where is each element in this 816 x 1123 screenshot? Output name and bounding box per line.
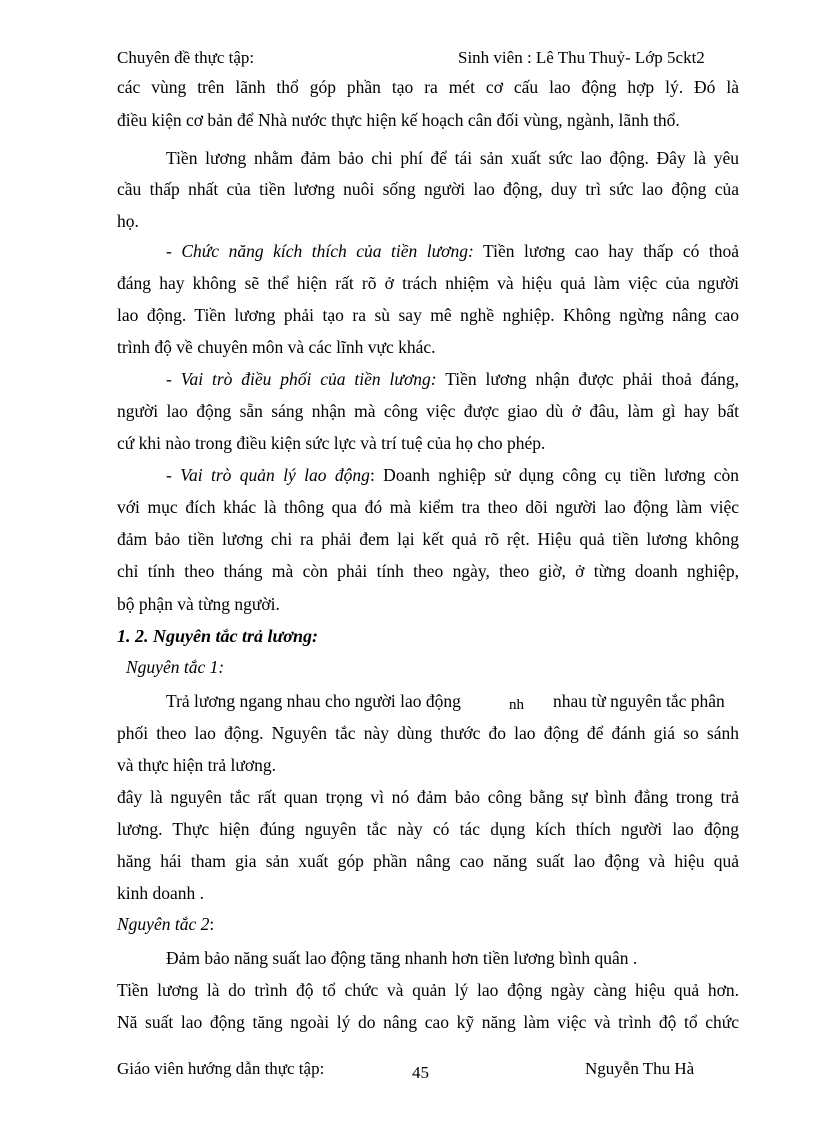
term-label: - Vai trò điều phối của tiền lương: [166, 369, 437, 389]
stray-text: nh [509, 697, 524, 713]
paragraph-line: họ. [117, 211, 139, 231]
paragraph-line: với mục đích khác là thông qua đó mà kiểm tra theo dõi người lao động làm việc [117, 497, 739, 517]
rule-2-label [117, 914, 214, 935]
paragraph-line: Đảm bảo năng suất lao động tăng nhanh hơn tiền lương bình quân . [166, 948, 638, 968]
term-label: - Chức năng kích thích của tiền lương: [166, 241, 474, 261]
paragraph-line: Tiền lương nhằm đảm bảo chi phí để tái sản xuất sức lao động. Đây là yêu [166, 148, 739, 168]
term-label: Vai trò quản lý lao động [180, 465, 370, 485]
rule-2-text: Nguyên tắc 2 [117, 914, 210, 934]
footer-left: Giáo viên hướng dẫn thực tập: [117, 1059, 325, 1078]
page-number: 45 [412, 1063, 429, 1082]
header-right: Sinh viên : Lê Thu Thuỷ- Lớp 5ckt2 [458, 48, 705, 67]
paragraph-line: trình độ về chuyên môn và các lĩnh vực khác. [117, 337, 436, 357]
paragraph-line: chỉ tính theo tháng mà còn phải tính theo ngày, theo giờ, ở từng doanh nghiệp, [117, 561, 739, 581]
paragraph-line: lương. Thực hiện đúng nguyên tắc này có tác dụng kích thích người lao động [117, 819, 739, 839]
line-text: : Doanh nghiệp sử dụng công cụ tiền lương còn [369, 465, 740, 485]
paragraph-line: nhau từ nguyên tắc phân [553, 691, 725, 711]
paragraph-line [166, 368, 739, 390]
paragraph-line: Nă suất lao động tăng ngoài lý do nâng cao kỹ năng làm việc và trình độ tổ chức [117, 1012, 739, 1032]
paragraph-line: các vùng trên lãnh thổ góp phần tạo ra mét cơ cấu lao động hợp lý. Đó là [117, 77, 739, 97]
paragraph-line: cứ khi nào trong điều kiện sức lực và trí tuệ của họ cho phép. [117, 433, 546, 453]
paragraph-line: đáng hay không sẽ thể hiện rất rõ ở trách nhiệm và hiệu quả làm việc của người [117, 273, 739, 293]
line-text: Tiền lương nhận được phải thoả đáng, [436, 369, 739, 389]
paragraph-line [166, 240, 739, 262]
footer-right: Nguyễn Thu Hà [585, 1059, 695, 1078]
paragraph-line [166, 464, 739, 486]
paragraph-line: lao động. Tiền lương phải tạo ra sù say mê nghề nghiệp. Không ngừng nâng cao [117, 305, 739, 325]
paragraph-line: điều kiện cơ bản để Nhà nước thực hiện kế hoạch cân đối vùng, ngành, lãnh thổ. [117, 110, 680, 130]
paragraph-line: phối theo lao động. Nguyên tắc này dùng thước đo lao động để đánh giá so sánh [117, 723, 739, 743]
paragraph-line: hăng hái tham gia sản xuất góp phần nâng cao năng suất lao động và hiệu quả [117, 851, 739, 871]
line-text: Tiền lương cao hay thấp có thoả [473, 241, 739, 261]
paragraph-line: cầu thấp nhất của tiền lương nuôi sống người lao động, duy trì sức lao động của [117, 179, 739, 199]
paragraph-line: người lao động sẵn sáng nhận mà công việc được giao dù ở đâu, làm gì hay bất [117, 401, 739, 421]
paragraph-line: đây là nguyên tắc rất quan trọng vì nó đảm bảo công bằng sự bình đẳng trong trả [117, 787, 739, 807]
rule-1-label: Nguyên tắc 1: [126, 657, 225, 677]
dash: - [166, 465, 181, 485]
paragraph-line: đảm bảo tiền lương chi ra phải đem lại kết quả rõ rệt. Hiệu quả tiền lương không [117, 529, 739, 549]
paragraph-line: Trả lương ngang nhau cho người lao động [166, 691, 461, 711]
header-left: Chuyên đề thực tập: [117, 48, 255, 67]
paragraph-line: bộ phận và từng người. [117, 594, 280, 614]
rule-2-colon: : [209, 914, 215, 934]
paragraph-line: Tiền lương là do trình độ tổ chức và quản lý lao động ngày càng hiệu quả hơn. [117, 980, 739, 1000]
section-heading: 1. 2. Nguyên tắc trả lương: [117, 626, 318, 646]
paragraph-line: và thực hiện trả lương. [117, 755, 276, 775]
paragraph-line: kinh doanh . [117, 883, 205, 903]
